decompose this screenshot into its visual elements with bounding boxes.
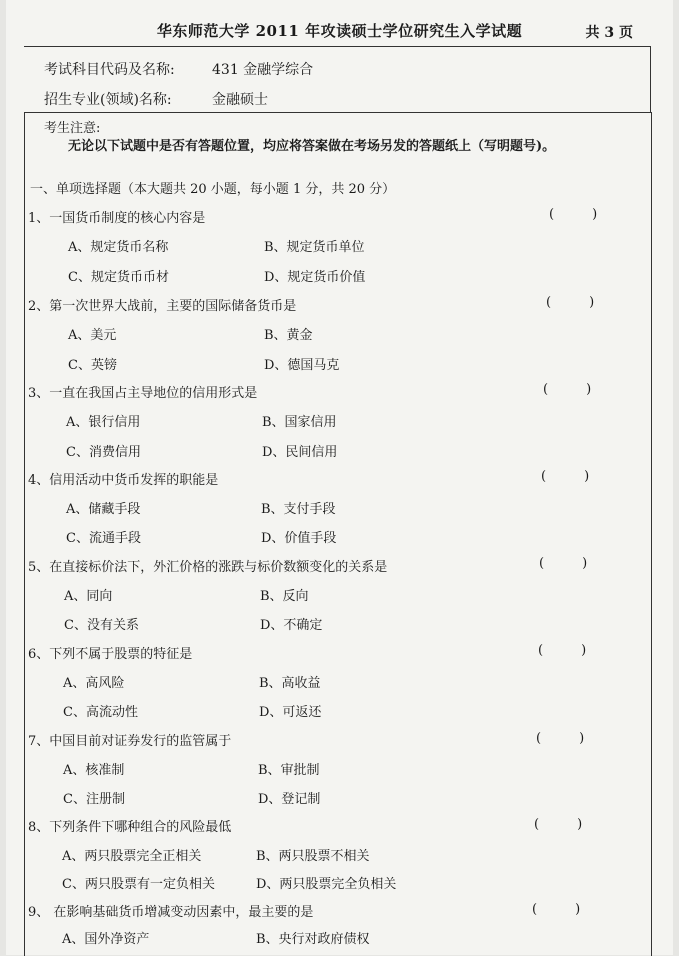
question-9-answer-paren: () (532, 902, 619, 917)
question-8-option-d: D、两只股票完全负相关 (256, 877, 397, 892)
question-9-option-a: A、国外净资产 (62, 932, 150, 947)
question-7-option-b: B、审批制 (258, 763, 320, 778)
question-1-answer-paren: () (549, 207, 636, 222)
question-4-option-d: D、价值手段 (261, 531, 337, 546)
question-5-answer-paren: () (539, 556, 626, 571)
subject-label: 考试科目代码及名称: (44, 62, 175, 78)
question-2-option-b: B、黄金 (264, 328, 313, 343)
question-8-option-c: C、两只股票有一定负相关 (62, 877, 215, 892)
question-4-option-c: C、流通手段 (66, 531, 141, 546)
question-6-option-c: C、高流动性 (63, 705, 138, 720)
question-3-option-a: A、银行信用 (66, 415, 141, 430)
question-4-stem: 4、信用活动中货币发挥的职能是 (28, 473, 219, 488)
question-1-option-b: B、规定货币单位 (264, 240, 365, 255)
question-7-answer-paren: () (536, 731, 623, 746)
question-6-option-b: B、高收益 (259, 676, 321, 691)
page-count: 共 3 页 (585, 25, 633, 41)
subject-row (44, 59, 313, 79)
question-3-answer-paren: () (543, 382, 630, 397)
question-5-option-d: D、不确定 (260, 618, 323, 633)
section-title: 一、单项选择题（本大题共 20 小题，每小题 1 分，共 20 分） (30, 182, 396, 197)
question-6-option-d: D、可返还 (259, 705, 322, 720)
major-row (44, 89, 268, 109)
question-7-option-d: D、登记制 (258, 792, 321, 807)
question-8-stem: 8、下列条件下哪种组合的风险最低 (28, 820, 232, 835)
question-2-option-d: D、德国马克 (264, 358, 340, 373)
question-7-option-a: A、核准制 (63, 763, 125, 778)
question-5-stem: 5、在直接标价法下，外汇价格的涨跌与标价数额变化的关系是 (28, 560, 388, 575)
question-7-stem: 7、中国目前对证券发行的监管属于 (28, 734, 232, 749)
question-2-option-c: C、英镑 (68, 358, 117, 373)
question-5-option-c: C、没有关系 (64, 618, 139, 633)
question-6-option-a: A、高风险 (63, 676, 125, 691)
question-7-option-c: C、注册制 (63, 792, 125, 807)
question-5-option-a: A、同向 (64, 589, 113, 604)
major-value: 金融硕士 (212, 92, 268, 108)
question-1-option-a: A、规定货币名称 (68, 240, 169, 255)
question-8-option-a: A、两只股票完全正相关 (62, 849, 202, 864)
question-2-answer-paren: () (546, 295, 633, 310)
exam-title: 华东师范大学 2011 年攻读硕士学位研究生入学试题 (156, 22, 523, 40)
notice-text: 无论以下试题中是否有答题位置，均应将答案做在考场另发的答题纸上（写明题号)。 (68, 139, 556, 154)
question-4-option-a: A、储藏手段 (66, 502, 141, 517)
question-2-stem: 2、第一次世界大战前，主要的国际储备货币是 (28, 299, 297, 314)
question-3-option-b: B、国家信用 (262, 415, 337, 430)
question-9-stem: 9、 在影响基础货币增减变动因素中，最主要的是 (28, 905, 314, 920)
question-5-option-b: B、反向 (260, 589, 309, 604)
notice-title: 考生注意: (44, 121, 101, 136)
question-4-option-b: B、支付手段 (261, 502, 336, 517)
question-6-stem: 6、下列不属于股票的特征是 (28, 647, 193, 662)
question-4-answer-paren: () (541, 469, 628, 484)
question-8-option-b: B、两只股票不相关 (256, 849, 370, 864)
question-2-option-a: A、美元 (68, 328, 117, 343)
question-3-option-d: D、民间信用 (262, 445, 338, 460)
question-6-answer-paren: () (538, 643, 625, 658)
question-1-option-d: D、规定货币价值 (264, 270, 366, 285)
question-3-stem: 3、一直在我国占主导地位的信用形式是 (28, 386, 258, 401)
question-8-answer-paren: () (534, 817, 621, 832)
question-1-stem: 1、一国货币制度的核心内容是 (28, 211, 206, 226)
major-label: 招生专业(领域)名称: (44, 92, 172, 108)
question-1-option-c: C、规定货币币材 (68, 270, 169, 285)
exam-paper (6, 0, 673, 955)
question-3-option-c: C、消费信用 (66, 445, 141, 460)
question-9-option-b: B、央行对政府债权 (256, 932, 370, 947)
subject-value: 431 金融学综合 (212, 62, 314, 78)
